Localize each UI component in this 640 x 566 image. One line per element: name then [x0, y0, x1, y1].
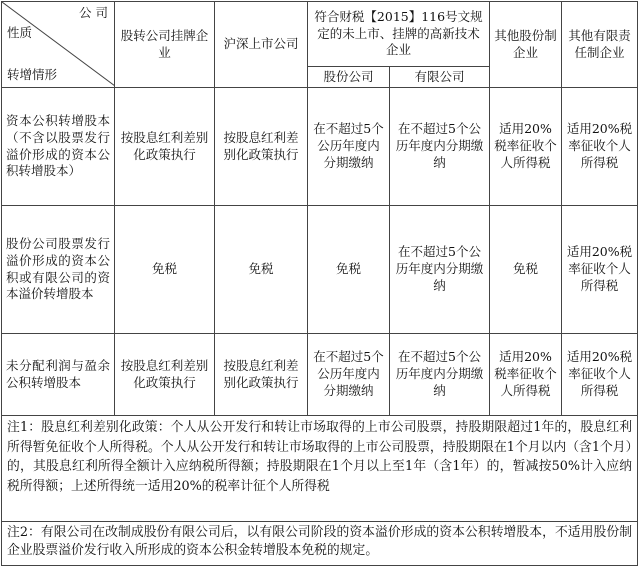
cell-hitech-llc: 在不超过5个公历年度内分期缴纳	[390, 206, 490, 334]
cell-neeq: 按股息红利差别化政策执行	[115, 88, 215, 206]
table-row	[2, 88, 638, 206]
cell-neeq: 按股息红利差别化政策执行	[115, 334, 215, 416]
note-row	[2, 416, 638, 522]
header-other-share: 其他股份制企业	[490, 2, 562, 88]
cell-neeq: 免税	[115, 206, 215, 334]
header-neeq: 股转公司挂牌企业	[115, 2, 215, 88]
cell-other-share: 适用20%税率征收个人所得税	[490, 88, 562, 206]
note-2: 注2：有限公司在改制成股份有限公司后，以有限公司阶段的资本溢价形成的资本公积转增股本，不适用股份制企业股票溢价发行收入所形成的资本公积金转增股本免税的规定。	[2, 522, 638, 566]
cell-other-llc: 适用20%税率征收个人所得税	[562, 334, 638, 416]
row-situation: 未分配利润与盈余公积转增股本	[2, 334, 115, 416]
tax-comparison-table-wrapper	[1, 1, 638, 566]
cell-hitech-llc: 在不超过5个公历年度内分期缴纳	[390, 88, 490, 206]
table-row	[2, 334, 638, 416]
row-situation: 资本公积转增股本（不含以股票发行溢价形成的资本公积转增股本）	[2, 88, 115, 206]
tax-comparison-table	[1, 1, 638, 566]
header-hitech-group: 符合财税【2015】116号文规定的未上市、挂牌的高新技术企业	[308, 2, 490, 67]
corner-header-cell	[2, 2, 115, 88]
cell-hitech-share: 免税	[308, 206, 390, 334]
cell-hitech-share: 在不超过5个公历年度内分期缴纳	[308, 88, 390, 206]
cell-hitech-share: 在不超过5个公历年度内分期缴纳	[308, 334, 390, 416]
row-situation: 股份公司股票发行溢价形成的资本公积或有限公司的资本溢价转增股本	[2, 206, 115, 334]
cell-other-share: 适用20%税率征收个人所得税	[490, 334, 562, 416]
header-other-llc: 其他有限责任制企业	[562, 2, 638, 88]
cell-listed: 按股息红利差别化政策执行	[215, 334, 308, 416]
corner-label-situation: 转增情形	[7, 67, 58, 83]
header-hitech-share: 股份公司	[308, 67, 390, 88]
header-row	[2, 2, 638, 67]
note-1: 注1：股息红利差别化政策：个人从公开发行和转让市场取得的上市公司股票，持股期限超过1年的，股息红利所得暂免征收个人所得税。个人从公开发行和转让市场取得的上市公司股票，持股期限在1个月以内（含1个月）的，其股息红利所得全额计入应纳税所得额；持股期限在1个月以上至1年（含1年）的，暂减按50%计入应纳税所得额；上述所得统一适用20%的税率计征个人所得税	[2, 416, 638, 522]
cell-other-llc: 适用20%税率征收个人所得税	[562, 206, 638, 334]
table-row	[2, 206, 638, 334]
cell-other-share: 免税	[490, 206, 562, 334]
corner-label-company: 公 司	[79, 5, 108, 20]
corner-label-nature: 性质	[7, 25, 33, 40]
cell-hitech-llc: 在不超过5个公历年度内分期缴纳	[390, 334, 490, 416]
header-hitech-llc: 有限公司	[390, 67, 490, 88]
cell-other-llc: 适用20%税率征收个人所得税	[562, 88, 638, 206]
cell-listed: 免税	[215, 206, 308, 334]
header-listed: 沪深上市公司	[215, 2, 308, 88]
note-row	[2, 522, 638, 566]
cell-listed: 按股息红利差别化政策执行	[215, 88, 308, 206]
